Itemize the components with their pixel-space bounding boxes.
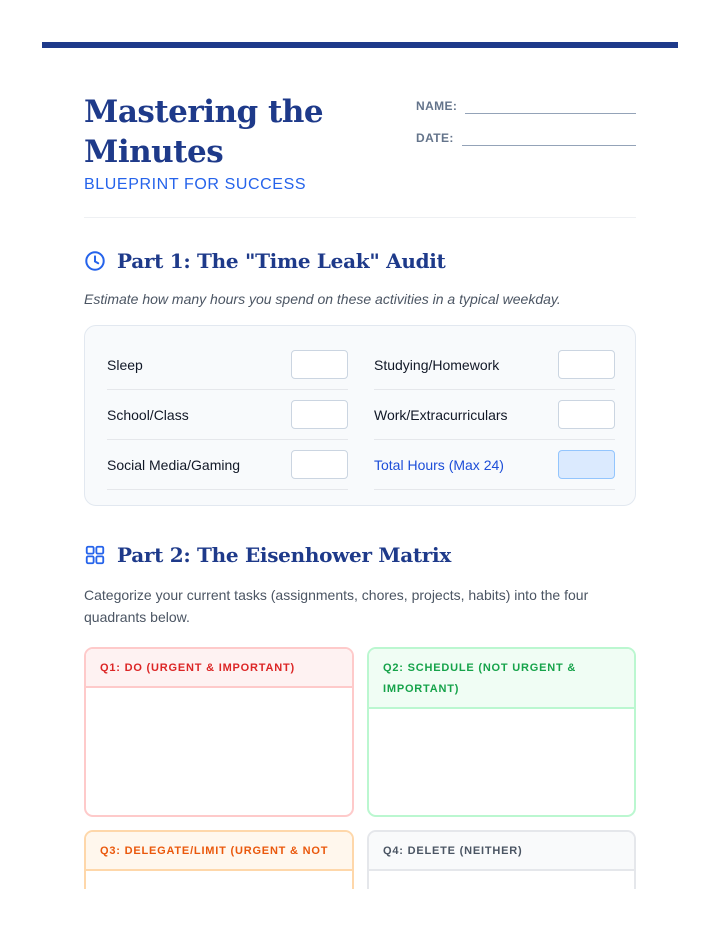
date-field[interactable]	[462, 145, 636, 146]
part2-title: Part 2: The Eisenhower Matrix	[117, 543, 451, 567]
time-audit-table	[84, 325, 636, 506]
audit-row-studying	[374, 340, 615, 390]
part1-instructions: Estimate how many hours you spend on these activities in a typical weekday.	[84, 291, 561, 307]
top-accent-bar	[42, 42, 678, 48]
audit-label: Work/Extracurriculars	[374, 406, 508, 423]
grid-icon	[84, 544, 106, 566]
quadrant-label: Q2: SCHEDULE (NOT URGENT & IMPORTANT)	[369, 649, 634, 709]
studying-hours-input[interactable]	[558, 350, 615, 379]
audit-row-work	[374, 390, 615, 440]
page-cutoff	[0, 889, 720, 932]
part1-heading	[84, 249, 446, 273]
worksheet-header	[84, 92, 636, 218]
social-hours-input[interactable]	[291, 450, 348, 479]
part2-instructions: Categorize your current tasks (assignments, chores, projects, habits) into the four quadrants below.	[84, 587, 589, 625]
name-row	[416, 95, 636, 113]
quadrant-schedule	[367, 647, 636, 817]
school-hours-input[interactable]	[291, 400, 348, 429]
total-hours-input[interactable]	[558, 450, 615, 479]
date-label: DATE:	[416, 131, 454, 145]
quadrant-label: Q4: DELETE (NEITHER)	[369, 832, 634, 871]
clock-icon	[84, 250, 106, 272]
quadrant-label: Q3: DELEGATE/LIMIT (URGENT & NOT	[86, 832, 352, 871]
audit-row-school	[107, 390, 348, 440]
audit-row-total	[374, 440, 615, 490]
audit-row-sleep	[107, 340, 348, 390]
quadrant-schedule-area[interactable]	[369, 709, 634, 814]
audit-label: Sleep	[107, 356, 143, 373]
part2-heading	[84, 543, 451, 567]
date-row	[416, 127, 636, 145]
student-info	[416, 95, 636, 159]
audit-row-social	[107, 440, 348, 490]
audit-label: Social Media/Gaming	[107, 456, 241, 473]
quadrant-do	[84, 647, 354, 817]
part1-title: Part 1: The "Time Leak" Audit	[117, 249, 446, 273]
sleep-hours-input[interactable]	[291, 350, 348, 379]
quadrant-do-area[interactable]	[86, 688, 352, 814]
work-hours-input[interactable]	[558, 400, 615, 429]
name-field[interactable]	[465, 113, 636, 114]
total-hours-label: Total Hours (Max 24)	[374, 456, 504, 473]
quadrant-label: Q1: DO (URGENT & IMPORTANT)	[86, 649, 352, 688]
name-label: NAME:	[416, 99, 458, 113]
worksheet-subtitle: BLUEPRINT FOR SUCCESS	[84, 176, 307, 193]
audit-label: Studying/Homework	[374, 356, 500, 373]
audit-label: School/Class	[107, 406, 189, 423]
worksheet-title: Mastering the Minutes	[84, 94, 324, 170]
